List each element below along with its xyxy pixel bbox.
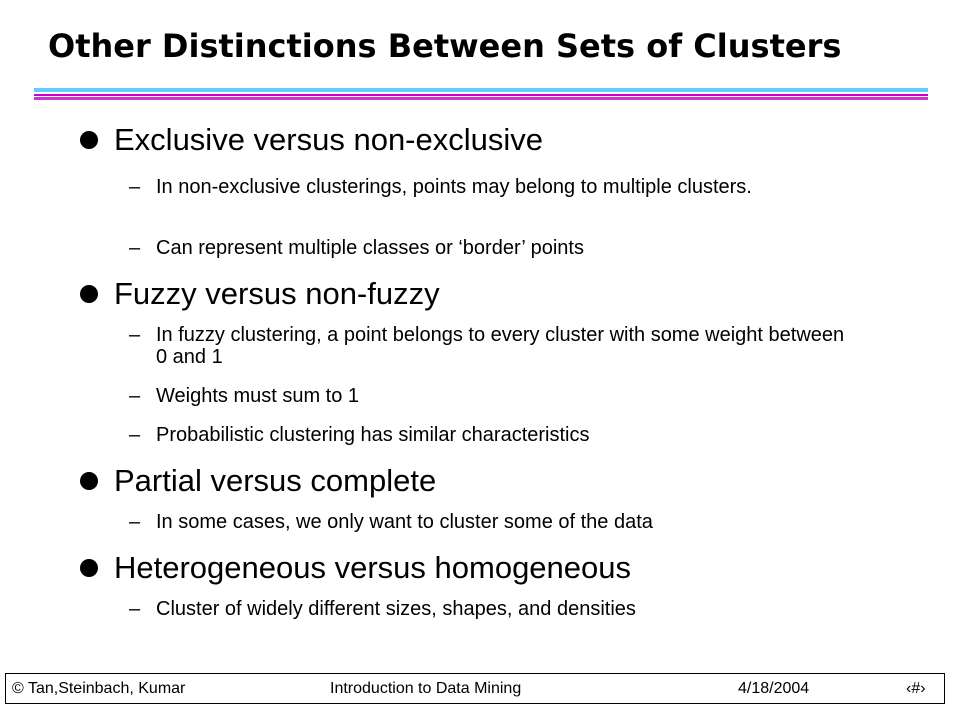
dash-icon: – — [129, 324, 141, 346]
footer-course-title: Introduction to Data Mining — [330, 680, 522, 697]
sub-point: In non-exclusive clusterings, points may belong to multiple clusters. — [156, 176, 752, 198]
footer-page-number: ‹#› — [906, 680, 926, 697]
dash-icon: – — [129, 511, 141, 533]
sub-point: Weights must sum to 1 — [156, 385, 360, 407]
section-heading-partial: Partial versus complete — [114, 463, 437, 498]
dash-icon: – — [129, 237, 141, 259]
bullet-icon — [80, 131, 98, 149]
section-heading-heterogeneous: Heterogeneous versus homogeneous — [114, 550, 632, 585]
dash-icon: – — [129, 176, 141, 198]
dash-icon: – — [129, 424, 141, 446]
dash-icon: – — [129, 598, 141, 620]
dash-icon: – — [129, 385, 141, 407]
sub-point: In some cases, we only want to cluster some of the data — [156, 511, 653, 533]
bullet-icon — [80, 285, 98, 303]
sub-point: In fuzzy clustering, a point belongs to every cluster with some weight between 0 and 1 — [156, 324, 845, 368]
bullet-icon — [80, 472, 98, 490]
sub-point: Probabilistic clustering has similar characteristics — [156, 424, 590, 446]
footer-copyright: © Tan,Steinbach, Kumar — [12, 680, 186, 697]
bullet-icon — [80, 559, 98, 577]
section-heading-fuzzy: Fuzzy versus non-fuzzy — [114, 276, 440, 311]
footer-date: 4/18/2004 — [738, 680, 810, 697]
sub-point: Cluster of widely different sizes, shapes, and densities — [156, 598, 636, 620]
page-title: Other Distinctions Between Sets of Clusters — [48, 27, 842, 65]
sub-point: Can represent multiple classes or ‘border’ points — [156, 237, 584, 259]
section-heading-exclusive: Exclusive versus non-exclusive — [114, 122, 544, 157]
